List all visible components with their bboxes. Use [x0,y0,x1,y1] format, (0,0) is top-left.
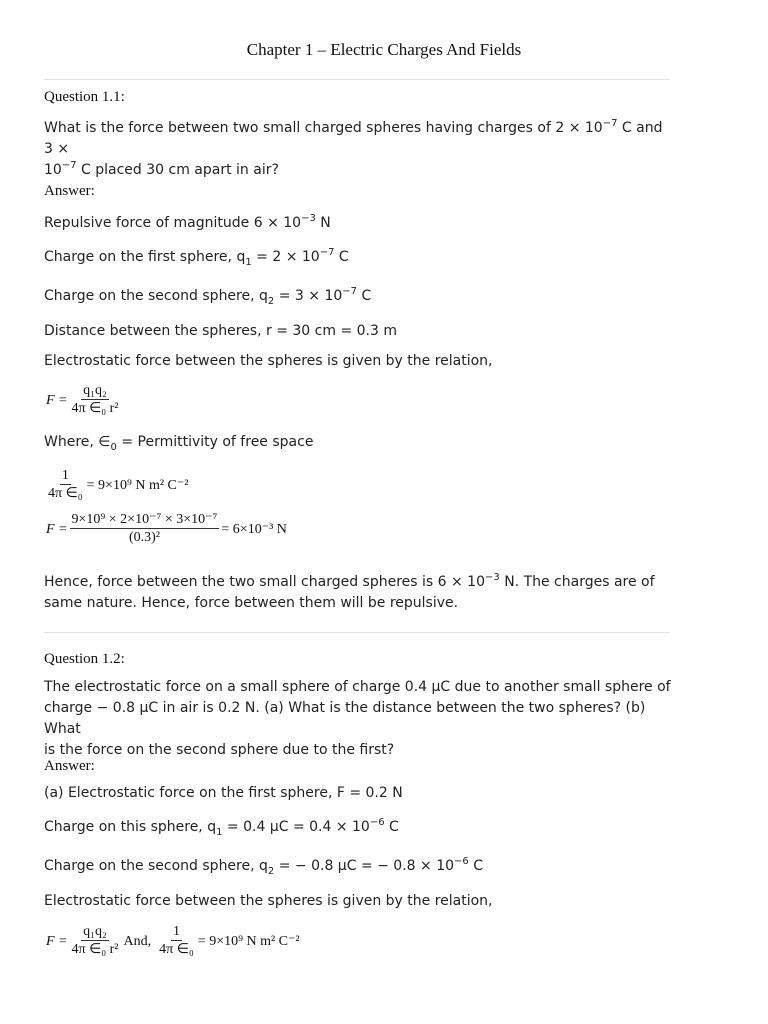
divider [44,79,670,80]
answer-1-2-heading: Answer: [44,758,95,774]
charge-this-sphere-line: Charge on this sphere, $q_1 = 0.4$ $\mu C = 0.4 \times 10^{-6}$ C [44,817,399,838]
question-1-2-text: The electrostatic force on a small sphere of charge 0.4 μC due to another small sphere of charge − 0.8 μC in air is 0.2 N. (a) What is the distance between the two spheres? (b) What is the force on the second sphere due to the first? [44,679,671,758]
electrostatic-force-line: (a) Electrostatic force on the first sphere, F = 0.2 N [44,785,403,801]
question-1-1-text: What is the force between two small charged spheres having charges of $2 \times 10^{-7}$ C and 3 × $10^{-7}$ C placed 30 cm apart in air? [44,118,663,178]
constant-formula: $\frac{1}{\text{4π ∈₀}}$ = 9×10⁹ N m² C⁻² [48,468,189,501]
coulomb-formula: F = $\frac{\text{q₁q₂}}{\text{4π ∈₀ r²}}$ [46,383,119,416]
charge-second-sphere-line: Charge on the second sphere, $q_2$ = − 0.8 μC = − $0.8 \times 10^{-6}$ C [44,856,483,877]
question-1-1-heading: Question 1.1: [44,89,125,105]
force-calculation: F = $\frac{\text{9×10⁹ × 2×10⁻⁷ × 3×10⁻⁷}}{\text{(0.3)²}}$ = 6×10⁻³ N [46,512,287,545]
charge-second-sphere-line: Charge on the second sphere, $q_2 = 3 \times 10^{-7}$ C [44,286,372,307]
answer-1-1-heading: Answer: [44,183,95,199]
relation-line: Electrostatic force between the spheres is given by the relation, [44,893,493,909]
where-line: Where, $\in_0$ = Permittivity of free space [44,434,314,453]
conclusion-paragraph: Hence, force between the two small charged spheres is $6 \times 10^{-3}$ N. The charges are of same nature. Hence, force between them will be repulsive. [44,572,655,611]
page-title: Chapter 1 – Electric Charges And Fields [246,40,522,59]
coulomb-and-constant-formula: F = $\frac{\text{q₁q₂}}{\text{4π ∈₀ r²}}$ And, $\frac{1}{\text{4π ∈₀}}$ = 9×10⁹ N m² C⁻² [46,924,300,957]
question-1-2-heading: Question 1.2: [44,651,125,667]
repulsive-force-line: Repulsive force of magnitude $6 \times 10^{-3}$ N [44,213,331,231]
charge-first-sphere-line: Charge on the first sphere, $q_1 = 2 \times 10^{-7}$ C [44,247,349,268]
distance-line: Distance between the spheres, r = 30 cm = 0.3 m [44,323,397,339]
relation-line: Electrostatic force between the spheres is given by the relation, [44,353,493,369]
divider [44,632,670,633]
